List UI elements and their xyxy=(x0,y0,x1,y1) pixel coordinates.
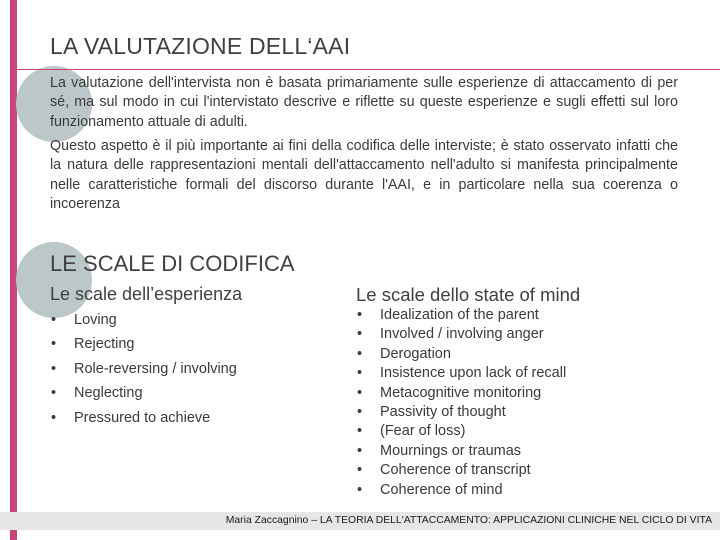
bullet-icon: • xyxy=(357,365,363,382)
title-underline xyxy=(17,69,720,70)
list-item: • Passivity of thought xyxy=(357,403,506,420)
bullet-icon: • xyxy=(51,336,57,353)
footer-bar xyxy=(0,512,720,530)
bullet-icon: • xyxy=(357,403,363,420)
slide-title: LA VALUTAZIONE DELL‘AAI xyxy=(50,33,351,59)
state-of-mind-scales-heading: Le scale dello state of mind xyxy=(356,284,581,305)
bullet-icon: • xyxy=(357,326,363,343)
section-title: LE SCALE DI CODIFICA xyxy=(50,251,295,276)
bullet-icon: • xyxy=(357,307,363,323)
coding-paragraph: Questo aspetto è il più importante ai fini della codifica delle interviste; è stato osservato infatti che la natura delle rappresentazioni mentali dell'attaccamento nell'adulto si manifesta principalmente nelle caratteristiche formali del discorso durante l'AAI, e in particolare nella sua coerenza o incoerenza xyxy=(50,138,678,212)
list-item: • Insistence upon lack of recall xyxy=(357,365,567,382)
list-item: • Metacognitive monitoring xyxy=(357,384,542,401)
bullet-icon: • xyxy=(357,481,363,498)
bullet-icon: • xyxy=(51,409,57,426)
left-accent-bar xyxy=(10,0,17,540)
bullet-icon: • xyxy=(357,384,363,401)
list-item: • Derogation xyxy=(357,345,451,362)
list-item: • Coherence of mind xyxy=(357,481,503,498)
experience-scales-heading: Le scale dell’esperienza xyxy=(50,284,243,304)
bullet-icon: • xyxy=(51,312,57,328)
bullet-icon: • xyxy=(357,423,363,440)
list-item: • Pressured to achieve xyxy=(51,409,211,426)
list-item: • Coherence of transcript xyxy=(357,462,531,479)
list-item: • Neglecting xyxy=(51,385,143,402)
list-item: • Role-reversing / involving xyxy=(51,360,237,377)
footer-credit: Maria Zaccagnino – LA TEORIA DELL'ATTACCAMENTO: APPLICAZIONI CLINICHE NEL CICLO DI VITA xyxy=(225,515,712,526)
list-item: • Mournings or traumas xyxy=(357,442,522,459)
bullet-icon: • xyxy=(51,360,57,377)
list-item: • Idealization of the parent xyxy=(357,307,539,323)
bullet-icon: • xyxy=(357,442,363,459)
bullet-icon: • xyxy=(357,345,363,362)
bullet-icon: • xyxy=(357,462,363,479)
list-item: • Loving xyxy=(51,312,117,328)
state-of-mind-scales-list xyxy=(357,306,566,500)
experience-scales-list xyxy=(51,310,237,432)
list-item: • Rejecting xyxy=(51,336,135,353)
list-item: • Involved / involving anger xyxy=(357,326,544,343)
list-item: • (Fear of loss) xyxy=(357,423,466,440)
intro-paragraph: La valutazione dell'intervista non è basata primariamente sulle esperienze di attaccamento di per sé, ma sul modo in cui l'intervistato descrive e riflette su queste esperienze e sugli effetti sul loro funzionamento attuale di adulti. xyxy=(50,75,678,130)
bullet-icon: • xyxy=(51,385,57,402)
